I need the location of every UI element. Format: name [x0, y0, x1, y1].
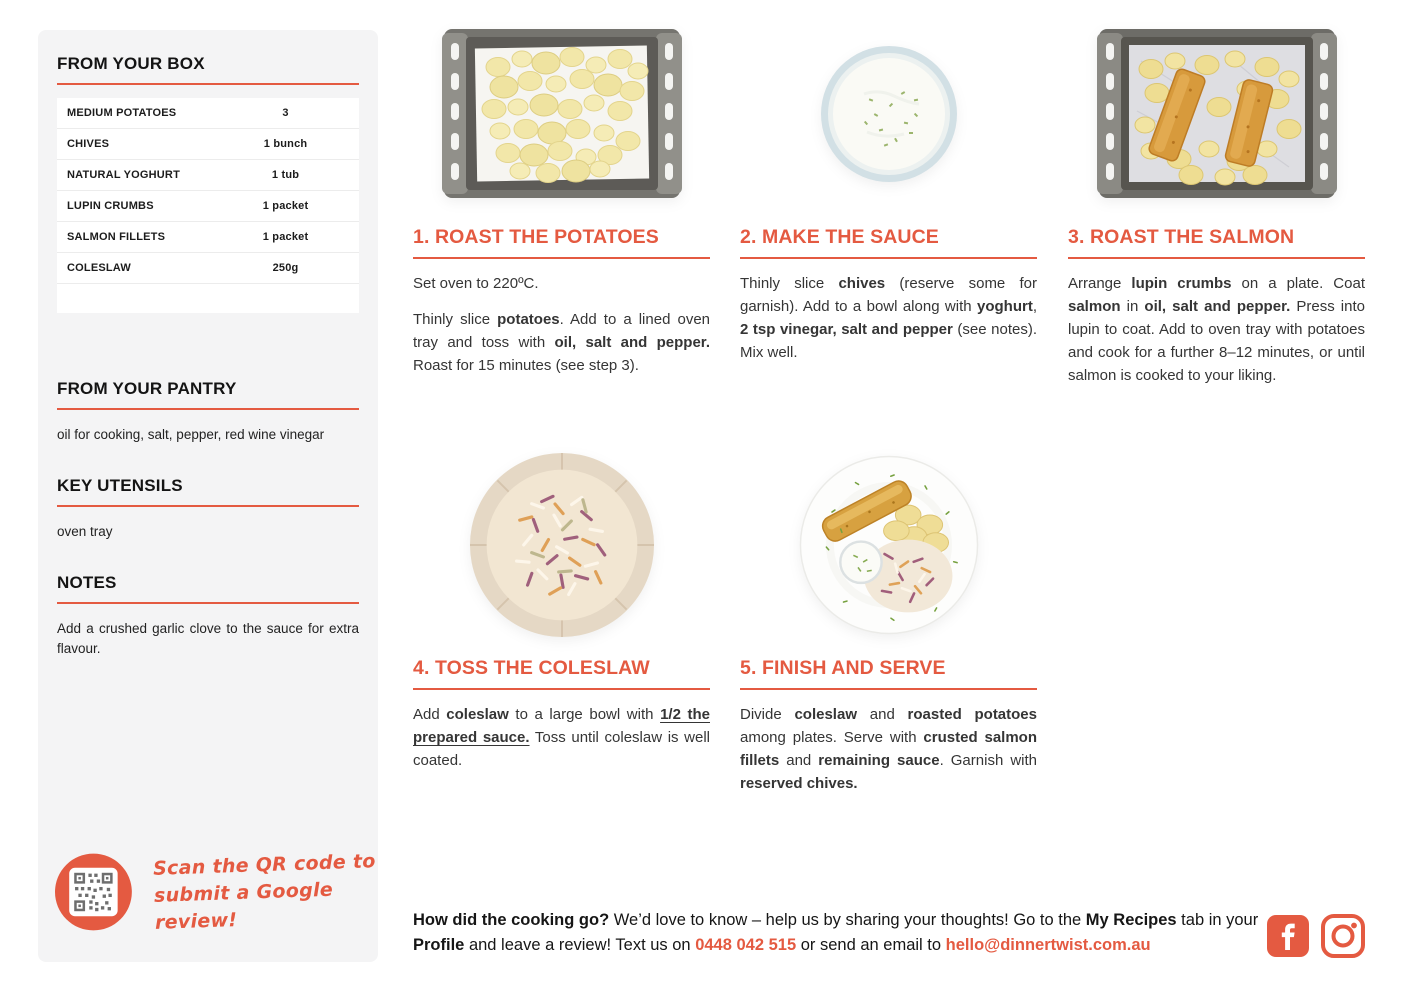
step-instructions: Set oven to 220ºC. [413, 275, 539, 292]
ingredient-name: CHIVES [67, 138, 110, 150]
from-your-pantry-section [57, 379, 359, 445]
pantry-items-text: oil for cooking, salt, pepper, red wine vinegar [57, 427, 325, 442]
step-instructions: Divide coleslaw and roasted potatoes among plates. Serve with crusted salmon fillets and remaining sauce. Garnish with reserved chives. [740, 706, 1037, 792]
ingredient-name: SALMON FILLETS [67, 231, 166, 243]
step-1-roast-the-potatoes [413, 27, 710, 377]
step-title-underline [413, 257, 710, 259]
step-title: 4. TOSS THE COLESLAW [413, 657, 650, 679]
ingredients-table [57, 98, 359, 313]
ingredient-row [57, 191, 359, 222]
ingredient-qty: 1 packet [262, 231, 309, 243]
ingredient-qty: 1 bunch [263, 138, 308, 150]
ingredient-qty: 250g [272, 262, 299, 274]
sidebar [38, 30, 378, 962]
photo-coleslaw-bowl [413, 452, 710, 638]
ingredient-row [57, 98, 359, 129]
ingredient-qty: 1 tub [271, 169, 300, 181]
step-3-roast-the-salmon [1068, 27, 1365, 387]
step-instructions: Thinly slice chives (reserve some for garnish). Add to a bowl along with yoghurt, 2 tsp vinegar, salt and pepper (see notes). Mix well. [740, 275, 1037, 361]
step-4-toss-the-coleslaw [413, 452, 710, 772]
from-your-box-title: FROM YOUR BOX [57, 54, 205, 73]
step-title: 2. MAKE THE SAUCE [740, 226, 939, 248]
utensils-text: oven tray [57, 524, 113, 539]
ingredient-qty: 1 packet [262, 200, 309, 212]
photo-potatoes-on-tray [413, 27, 710, 200]
step-5-finish-and-serve [740, 452, 1037, 795]
instagram-icon[interactable] [1320, 913, 1366, 959]
step-instructions: Add coleslaw to a large bowl with 1/2 the prepared sauce. Toss until coleslaw is well coated. [413, 706, 710, 769]
notes-section [57, 573, 359, 659]
photo-plated-dish [740, 452, 1037, 638]
facebook-icon[interactable] [1267, 915, 1309, 957]
social-links [1267, 913, 1366, 959]
ingredient-row [57, 253, 359, 284]
ingredient-name: LUPIN CRUMBS [67, 200, 154, 212]
from-your-box-section [57, 54, 359, 313]
ingredient-qty: 3 [282, 107, 289, 119]
title-underline [57, 505, 359, 507]
step-title: 5. FINISH AND SERVE [740, 657, 946, 679]
step-title-underline [740, 688, 1037, 690]
from-your-pantry-title: FROM YOUR PANTRY [57, 379, 237, 398]
title-underline [57, 83, 359, 85]
photo-sauce-bowl [740, 27, 1037, 200]
step-instructions: Thinly slice potatoes. Add to a lined oven tray and toss with oil, salt and pepper. Roast for 15 minutes (see step 3). [413, 311, 710, 374]
ingredient-row [57, 222, 359, 253]
ingredient-row [57, 160, 359, 191]
ingredient-name: MEDIUM POTATOES [67, 107, 177, 119]
ingredient-name: NATURAL YOGHURT [67, 169, 180, 181]
step-title: 1. ROAST THE POTATOES [413, 226, 659, 248]
step-instructions: Arrange lupin crumbs on a plate. Coat salmon in oil, salt and pepper. Press into lupin to coat. Add to oven tray with potatoes and cook for a further 8–12 minutes, or until salmon is cooked to your liking. [1068, 275, 1365, 384]
google-review-qr-block [55, 846, 378, 938]
notes-text: Add a crushed garlic clove to the sauce for extra flavour. [57, 621, 359, 656]
photo-salmon-on-tray [1068, 27, 1365, 200]
ingredient-row [57, 129, 359, 160]
step-title-underline [740, 257, 1037, 259]
step-2-make-the-sauce [740, 27, 1037, 364]
key-utensils-title: KEY UTENSILS [57, 476, 183, 495]
step-title-underline [1068, 257, 1365, 259]
step-title: 3. ROAST THE SALMON [1068, 226, 1295, 248]
qr-code-icon [55, 846, 132, 938]
notes-title: NOTES [57, 573, 117, 592]
title-underline [57, 408, 359, 410]
footer-feedback-text: How did the cooking go? We’d love to know – help us by sharing your thoughts! Go to the My Recipes tab in your Profile and leave a review! Text us on 0448 042 515 or send an email to hello@dinnertwist.com.au [413, 911, 1259, 954]
ingredient-name: COLESLAW [67, 262, 131, 274]
qr-caption: Scan the QR code to submit a Google review! [152, 849, 376, 934]
step-title-underline [413, 688, 710, 690]
key-utensils-section [57, 476, 359, 542]
title-underline [57, 602, 359, 604]
